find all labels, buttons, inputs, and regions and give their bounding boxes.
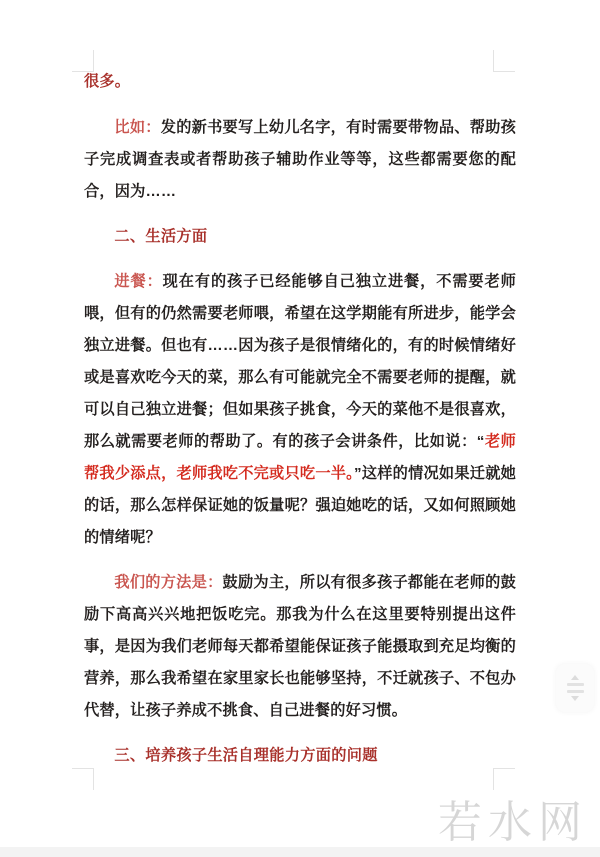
paragraph-continuation: 很多。 [84,73,131,90]
paragraph-method-text: 鼓励为主，所以有很多孩子都能在老师的鼓励下高高兴兴地把饭吃完。那我为什么在这里要特别提出这件事，是因为我们老师每天都希望能保证孩子能摄取到充足均衡的营养，那么我希望在家里家长也能够坚持，不迁就孩子、不包办代替，让孩子养成不挑食、自己进餐的好习惯。 [84,574,516,719]
paragraph-meal-text-before-quote: 现在有的孩子已经能够自己独立进餐，不需要老师喂，但有的仍然需要老师喂，希望在这学期能有所进步，能学会独立进餐。但也有……因为孩子是很情绪化的，有的时候情绪好或是喜欢吃今天的菜，那么有可能就完全不需要老师的提醒，就可以自己独立进餐；但如果孩子挑食，今天的菜他不是很喜欢，那么就需要老师的帮助了。有的孩子会讲条件，比如说：“ [84,273,516,450]
lead-label-example: 比如： [114,119,161,136]
page-nav-widget[interactable] [556,664,594,712]
heading-section-two: 二、生活方面 [114,228,208,245]
triangle-up-icon[interactable] [571,675,579,680]
paragraph-example [84,112,516,208]
heading-section-three: 三、培养孩子生活自理能力方面的问题 [114,747,378,764]
paragraph-meal-text-after-quote: ”这样的情况如果迁就她的话，那么怎样保证她的饭量呢？强迫她吃的话，又如何照顾她的情绪呢？ [84,465,517,546]
lead-label-method: 我们的方法是： [114,574,223,591]
viewer-bottom-band [0,847,600,857]
paragraph-example-text: 发的新书要写上幼儿名字，有时需要带物品、帮助孩子完成调查表或者帮助孩子辅助作业等等，这些都需要您的配合，因为…… [84,119,516,200]
triangle-down-icon[interactable] [571,696,579,701]
paragraph-meal [84,266,516,554]
horizontal-bar-icon [567,690,584,693]
paragraph-method [84,567,516,727]
paragraph-meal-quote: 老师帮我少添点，老师我吃不完或只吃一半。 [84,433,517,482]
watermark-title: 若水网 [438,798,588,847]
lead-label-meal: 进餐： [114,273,163,290]
horizontal-bar-icon [567,683,584,686]
document-text-body [84,66,516,785]
